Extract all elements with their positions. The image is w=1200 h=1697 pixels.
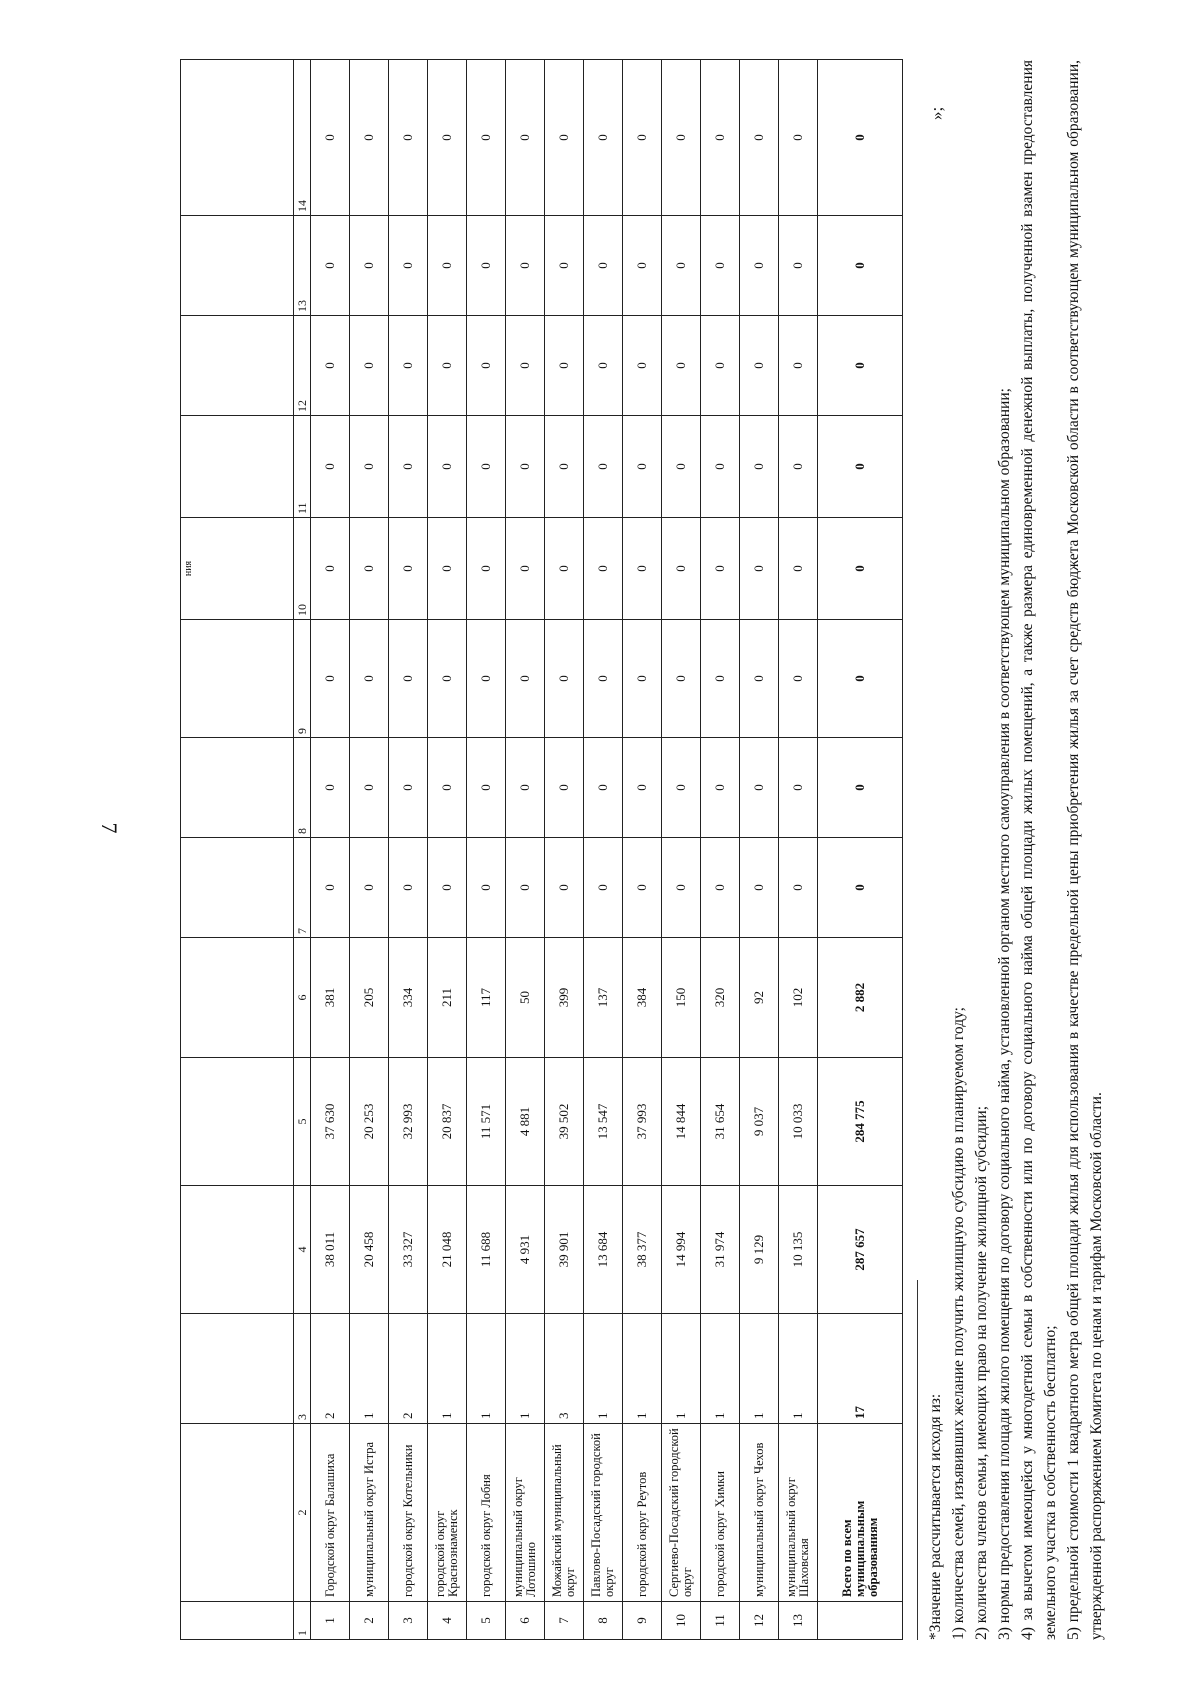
value-c13: 0 bbox=[779, 216, 818, 316]
column-number: 7 bbox=[294, 838, 311, 938]
table-row bbox=[467, 60, 506, 1640]
total-row-number bbox=[818, 1602, 903, 1640]
column-number: 6 bbox=[294, 938, 311, 1058]
municipality-name: городской округ Реутов bbox=[623, 1424, 662, 1602]
header-cell bbox=[181, 838, 294, 938]
value-c10: 0 bbox=[779, 518, 818, 620]
value-c14: 0 bbox=[350, 60, 389, 216]
table-row bbox=[545, 60, 584, 1640]
value-c8: 0 bbox=[428, 738, 467, 838]
value-c6: 137 bbox=[584, 938, 623, 1058]
value-c10: 0 bbox=[389, 518, 428, 620]
value-c8: 0 bbox=[740, 738, 779, 838]
value-c8: 0 bbox=[662, 738, 701, 838]
total-c6: 2 882 bbox=[818, 938, 903, 1058]
total-label: Всего по всем муниципальным образованиям bbox=[818, 1424, 903, 1602]
column-number: 5 bbox=[294, 1058, 311, 1186]
footnotes bbox=[917, 60, 1108, 1640]
value-c12: 0 bbox=[467, 316, 506, 416]
value-c5: 9 037 bbox=[740, 1058, 779, 1186]
value-c14: 0 bbox=[467, 60, 506, 216]
footnote-item-1: 1) количества семей, изъявивших желание получить жилищную субсидию в планируемом году; bbox=[950, 1007, 967, 1640]
value-c6: 117 bbox=[467, 938, 506, 1058]
value-c3: 1 bbox=[584, 1314, 623, 1424]
row-number: 13 bbox=[779, 1602, 818, 1640]
value-c14: 0 bbox=[623, 60, 662, 216]
municipality-name: муниципальный округ Чехов bbox=[740, 1424, 779, 1602]
value-c11: 0 bbox=[389, 416, 428, 518]
municipality-name: городской округ Котельники bbox=[389, 1424, 428, 1602]
value-c13: 0 bbox=[623, 216, 662, 316]
value-c5: 11 571 bbox=[467, 1058, 506, 1186]
value-c10: 0 bbox=[545, 518, 584, 620]
value-c7: 0 bbox=[389, 838, 428, 938]
value-c5: 10 033 bbox=[779, 1058, 818, 1186]
value-c6: 399 bbox=[545, 938, 584, 1058]
value-c4: 38 377 bbox=[623, 1186, 662, 1314]
value-c13: 0 bbox=[350, 216, 389, 316]
footnote-intro: *Значение рассчитывается исходя из: bbox=[927, 1393, 944, 1640]
table-row bbox=[623, 60, 662, 1640]
value-c10: 0 bbox=[350, 518, 389, 620]
value-c5: 37 630 bbox=[311, 1058, 350, 1186]
value-c3: 1 bbox=[350, 1314, 389, 1424]
value-c12: 0 bbox=[623, 316, 662, 416]
value-c7: 0 bbox=[545, 838, 584, 938]
header-cell bbox=[181, 620, 294, 738]
value-c5: 32 993 bbox=[389, 1058, 428, 1186]
value-c5: 14 844 bbox=[662, 1058, 701, 1186]
municipality-name: городской округ Краснознаменск bbox=[428, 1424, 467, 1602]
row-number: 12 bbox=[740, 1602, 779, 1640]
column-number: 1 bbox=[294, 1602, 311, 1640]
value-c13: 0 bbox=[506, 216, 545, 316]
value-c3: 1 bbox=[740, 1314, 779, 1424]
value-c14: 0 bbox=[740, 60, 779, 216]
municipality-name: Павлово-Посадский городской округ bbox=[584, 1424, 623, 1602]
row-number: 6 bbox=[506, 1602, 545, 1640]
value-c9: 0 bbox=[428, 620, 467, 738]
value-c14: 0 bbox=[545, 60, 584, 216]
value-c12: 0 bbox=[662, 316, 701, 416]
value-c14: 0 bbox=[662, 60, 701, 216]
value-c10: 0 bbox=[467, 518, 506, 620]
column-number: 9 bbox=[294, 620, 311, 738]
column-number: 14 bbox=[294, 60, 311, 216]
value-c8: 0 bbox=[506, 738, 545, 838]
value-c7: 0 bbox=[467, 838, 506, 938]
value-c13: 0 bbox=[389, 216, 428, 316]
total-c12: 0 bbox=[818, 316, 903, 416]
value-c10: 0 bbox=[584, 518, 623, 620]
value-c11: 0 bbox=[467, 416, 506, 518]
value-c8: 0 bbox=[311, 738, 350, 838]
value-c12: 0 bbox=[389, 316, 428, 416]
value-c11: 0 bbox=[506, 416, 545, 518]
column-number: 10 bbox=[294, 518, 311, 620]
value-c14: 0 bbox=[428, 60, 467, 216]
column-number-row bbox=[294, 60, 311, 1640]
value-c11: 0 bbox=[584, 416, 623, 518]
value-c5: 37 993 bbox=[623, 1058, 662, 1186]
value-c9: 0 bbox=[506, 620, 545, 738]
value-c4: 14 994 bbox=[662, 1186, 701, 1314]
row-number: 9 bbox=[623, 1602, 662, 1640]
municipality-name: муниципальный округ Шаховская bbox=[779, 1424, 818, 1602]
value-c12: 0 bbox=[506, 316, 545, 416]
municipality-name: муниципальный округ Лотошино bbox=[506, 1424, 545, 1602]
table-row bbox=[350, 60, 389, 1640]
value-c4: 10 135 bbox=[779, 1186, 818, 1314]
municipality-name: Городской округ Балашиха bbox=[311, 1424, 350, 1602]
value-c9: 0 bbox=[701, 620, 740, 738]
value-c11: 0 bbox=[662, 416, 701, 518]
footnote-item-5: 5) предельной стоимости 1 квадратного метра общей площади жилья для использования в качестве предельной цены приобретения жилья за счет средств бюджета Московской области в соответствующем муниципальном образовании, утвержденной распоряжением Комитета по ценам и тарифам Московской области. bbox=[1065, 60, 1105, 1640]
value-c9: 0 bbox=[311, 620, 350, 738]
header-fragment: ния bbox=[181, 518, 294, 620]
page-number: 7 bbox=[97, 822, 122, 834]
column-number: 2 bbox=[294, 1424, 311, 1602]
header-cell bbox=[181, 1186, 294, 1314]
total-c13: 0 bbox=[818, 216, 903, 316]
value-c6: 92 bbox=[740, 938, 779, 1058]
column-number: 13 bbox=[294, 216, 311, 316]
value-c10: 0 bbox=[428, 518, 467, 620]
header-cell bbox=[181, 1424, 294, 1602]
value-c6: 384 bbox=[623, 938, 662, 1058]
value-c9: 0 bbox=[350, 620, 389, 738]
value-c9: 0 bbox=[779, 620, 818, 738]
total-c9: 0 bbox=[818, 620, 903, 738]
value-c9: 0 bbox=[740, 620, 779, 738]
value-c5: 31 654 bbox=[701, 1058, 740, 1186]
header-cell bbox=[181, 1602, 294, 1640]
value-c10: 0 bbox=[662, 518, 701, 620]
value-c7: 0 bbox=[701, 838, 740, 938]
value-c9: 0 bbox=[662, 620, 701, 738]
value-c8: 0 bbox=[584, 738, 623, 838]
value-c7: 0 bbox=[779, 838, 818, 938]
header-cell bbox=[181, 1314, 294, 1424]
footnote-item-4: 4) за вычетом имеющейся у многодетной семьи в собственности или по договору социального найма общей площади жилых помещений, а также размера единовременной денежной выплаты, полученной взамен предоставления земельного участка в собственность бесплатно; bbox=[1019, 60, 1059, 1640]
municipality-name: Сергиево-Посадский городской округ bbox=[662, 1424, 701, 1602]
value-c6: 102 bbox=[779, 938, 818, 1058]
value-c13: 0 bbox=[740, 216, 779, 316]
value-c9: 0 bbox=[467, 620, 506, 738]
table-row bbox=[311, 60, 350, 1640]
column-number: 11 bbox=[294, 416, 311, 518]
value-c13: 0 bbox=[701, 216, 740, 316]
column-number: 3 bbox=[294, 1314, 311, 1424]
value-c7: 0 bbox=[428, 838, 467, 938]
value-c8: 0 bbox=[350, 738, 389, 838]
value-c14: 0 bbox=[701, 60, 740, 216]
value-c6: 50 bbox=[506, 938, 545, 1058]
table-row bbox=[584, 60, 623, 1640]
value-c3: 1 bbox=[467, 1314, 506, 1424]
header-cell bbox=[181, 60, 294, 216]
value-c5: 39 502 bbox=[545, 1058, 584, 1186]
value-c4: 13 684 bbox=[584, 1186, 623, 1314]
row-number: 2 bbox=[350, 1602, 389, 1640]
value-c5: 4 881 bbox=[506, 1058, 545, 1186]
value-c12: 0 bbox=[701, 316, 740, 416]
value-c3: 2 bbox=[311, 1314, 350, 1424]
table-row bbox=[740, 60, 779, 1640]
total-row bbox=[818, 60, 903, 1640]
value-c6: 205 bbox=[350, 938, 389, 1058]
header-cell bbox=[181, 1058, 294, 1186]
value-c3: 1 bbox=[623, 1314, 662, 1424]
value-c7: 0 bbox=[311, 838, 350, 938]
value-c6: 211 bbox=[428, 938, 467, 1058]
municipality-name: Можайский муниципальный округ bbox=[545, 1424, 584, 1602]
value-c12: 0 bbox=[740, 316, 779, 416]
value-c4: 21 048 bbox=[428, 1186, 467, 1314]
value-c8: 0 bbox=[701, 738, 740, 838]
value-c3: 1 bbox=[779, 1314, 818, 1424]
value-c4: 9 129 bbox=[740, 1186, 779, 1314]
value-c4: 33 327 bbox=[389, 1186, 428, 1314]
value-c5: 20 253 bbox=[350, 1058, 389, 1186]
value-c13: 0 bbox=[467, 216, 506, 316]
header-cell bbox=[181, 216, 294, 316]
value-c8: 0 bbox=[389, 738, 428, 838]
value-c7: 0 bbox=[506, 838, 545, 938]
value-c8: 0 bbox=[467, 738, 506, 838]
value-c9: 0 bbox=[545, 620, 584, 738]
table-row bbox=[662, 60, 701, 1640]
value-c14: 0 bbox=[506, 60, 545, 216]
value-c6: 320 bbox=[701, 938, 740, 1058]
header-cell bbox=[181, 316, 294, 416]
column-number: 8 bbox=[294, 738, 311, 838]
value-c12: 0 bbox=[350, 316, 389, 416]
value-c7: 0 bbox=[623, 838, 662, 938]
value-c7: 0 bbox=[740, 838, 779, 938]
value-c11: 0 bbox=[740, 416, 779, 518]
value-c9: 0 bbox=[584, 620, 623, 738]
row-number: 10 bbox=[662, 1602, 701, 1640]
value-c8: 0 bbox=[779, 738, 818, 838]
table-row bbox=[428, 60, 467, 1640]
value-c6: 150 bbox=[662, 938, 701, 1058]
header-cell bbox=[181, 416, 294, 518]
value-c3: 1 bbox=[701, 1314, 740, 1424]
value-c11: 0 bbox=[350, 416, 389, 518]
value-c11: 0 bbox=[545, 416, 584, 518]
value-c14: 0 bbox=[311, 60, 350, 216]
value-c8: 0 bbox=[623, 738, 662, 838]
value-c10: 0 bbox=[623, 518, 662, 620]
total-c7: 0 bbox=[818, 838, 903, 938]
value-c6: 381 bbox=[311, 938, 350, 1058]
value-c3: 1 bbox=[428, 1314, 467, 1424]
table-row bbox=[389, 60, 428, 1640]
value-c14: 0 bbox=[779, 60, 818, 216]
value-c7: 0 bbox=[584, 838, 623, 938]
table-row bbox=[506, 60, 545, 1640]
header-cell bbox=[181, 738, 294, 838]
closing-quote: »; bbox=[927, 106, 946, 120]
row-number: 5 bbox=[467, 1602, 506, 1640]
value-c11: 0 bbox=[623, 416, 662, 518]
value-c13: 0 bbox=[584, 216, 623, 316]
value-c3: 1 bbox=[506, 1314, 545, 1424]
value-c3: 2 bbox=[389, 1314, 428, 1424]
value-c13: 0 bbox=[311, 216, 350, 316]
column-number: 12 bbox=[294, 316, 311, 416]
row-number: 3 bbox=[389, 1602, 428, 1640]
value-c12: 0 bbox=[311, 316, 350, 416]
total-c3: 17 bbox=[818, 1314, 903, 1424]
value-c4: 4 931 bbox=[506, 1186, 545, 1314]
value-c10: 0 bbox=[740, 518, 779, 620]
value-c11: 0 bbox=[701, 416, 740, 518]
value-c7: 0 bbox=[350, 838, 389, 938]
footnote-item-3: 3) нормы предоставления площади жилого помещения по договору социального найма, установленной органом местного самоуправления в соответствующем муниципальном образовании; bbox=[996, 388, 1013, 1640]
value-c12: 0 bbox=[545, 316, 584, 416]
header-cell bbox=[181, 938, 294, 1058]
value-c9: 0 bbox=[389, 620, 428, 738]
row-number: 7 bbox=[545, 1602, 584, 1640]
table-row bbox=[779, 60, 818, 1640]
value-c5: 13 547 bbox=[584, 1058, 623, 1186]
value-c13: 0 bbox=[545, 216, 584, 316]
value-c4: 20 458 bbox=[350, 1186, 389, 1314]
value-c10: 0 bbox=[701, 518, 740, 620]
total-c11: 0 bbox=[818, 416, 903, 518]
municipality-name: городской округ Химки bbox=[701, 1424, 740, 1602]
value-c4: 38 011 bbox=[311, 1186, 350, 1314]
municipality-name: городской округ Лобня bbox=[467, 1424, 506, 1602]
value-c12: 0 bbox=[428, 316, 467, 416]
value-c8: 0 bbox=[545, 738, 584, 838]
value-c11: 0 bbox=[779, 416, 818, 518]
value-c11: 0 bbox=[428, 416, 467, 518]
total-c8: 0 bbox=[818, 738, 903, 838]
value-c3: 1 bbox=[662, 1314, 701, 1424]
value-c4: 31 974 bbox=[701, 1186, 740, 1314]
total-c10: 0 bbox=[818, 518, 903, 620]
header-row bbox=[181, 60, 294, 1640]
value-c6: 334 bbox=[389, 938, 428, 1058]
value-c5: 20 837 bbox=[428, 1058, 467, 1186]
footnote-rule bbox=[917, 1280, 918, 1640]
value-c4: 11 688 bbox=[467, 1186, 506, 1314]
value-c12: 0 bbox=[584, 316, 623, 416]
footnote-item-2: 2) количества членов семьи, имеющих право на получение жилищной субсидии; bbox=[973, 1105, 990, 1640]
value-c7: 0 bbox=[662, 838, 701, 938]
row-number: 1 bbox=[311, 1602, 350, 1640]
value-c4: 39 901 bbox=[545, 1186, 584, 1314]
value-c14: 0 bbox=[389, 60, 428, 216]
row-number: 4 bbox=[428, 1602, 467, 1640]
value-c12: 0 bbox=[779, 316, 818, 416]
column-number: 4 bbox=[294, 1186, 311, 1314]
value-c10: 0 bbox=[311, 518, 350, 620]
table-row bbox=[701, 60, 740, 1640]
value-c14: 0 bbox=[584, 60, 623, 216]
value-c13: 0 bbox=[662, 216, 701, 316]
rotated-page bbox=[180, 60, 1105, 1640]
municipality-name: муниципальный округ Истра bbox=[350, 1424, 389, 1602]
row-number: 8 bbox=[584, 1602, 623, 1640]
value-c9: 0 bbox=[623, 620, 662, 738]
value-c10: 0 bbox=[506, 518, 545, 620]
total-c4: 287 657 bbox=[818, 1186, 903, 1314]
total-c5: 284 775 bbox=[818, 1058, 903, 1186]
row-number: 11 bbox=[701, 1602, 740, 1640]
total-c14: 0 bbox=[818, 60, 903, 216]
subsidy-table bbox=[180, 59, 903, 1640]
value-c11: 0 bbox=[311, 416, 350, 518]
value-c3: 3 bbox=[545, 1314, 584, 1424]
value-c13: 0 bbox=[428, 216, 467, 316]
